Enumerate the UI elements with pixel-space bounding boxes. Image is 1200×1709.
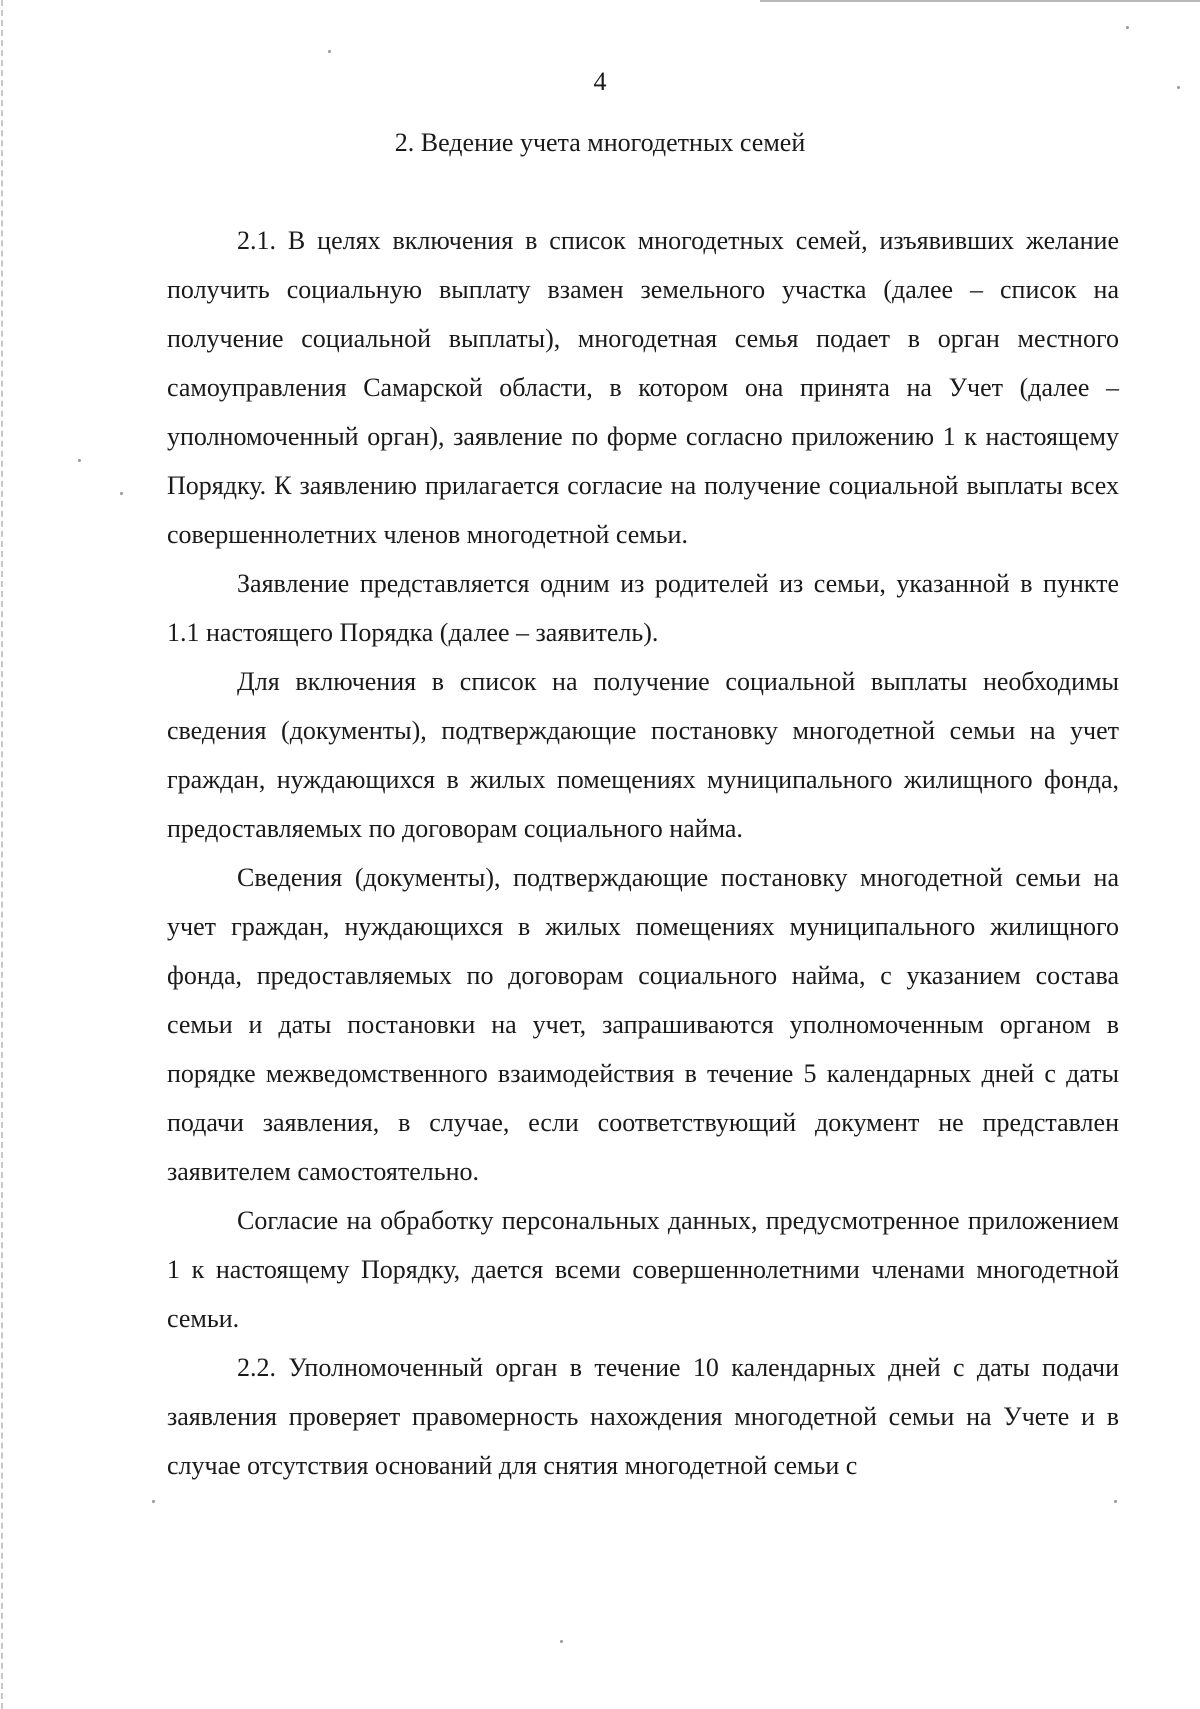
paragraph-required-documents: Для включения в список на получение социальной выплаты необходимы сведения (документы), подтверждающие постановку многодетной семьи на учет граждан, нуждающихся в жилых помещениях муниципального жилищного фонда, предоставляемых по договорам социального найма. [167, 667, 1119, 843]
section-title: 2. Ведение учета многодетных семей [394, 128, 806, 157]
paragraph-consent: Согласие на обработку персональных данных, предусмотренное приложением 1 к настоящему Порядку, дается всеми совершеннолетними членами многодетной семьи. [167, 1206, 1119, 1333]
document-body [167, 216, 1119, 1490]
scan-speck [1114, 1500, 1117, 1503]
scan-speck [560, 1640, 563, 1643]
scan-left-edge [1, 0, 3, 1709]
scan-speck [328, 50, 331, 53]
paragraph-interagency-request: Сведения (документы), подтверждающие постановку многодетной семьи на учет граждан, нуждающихся в жилых помещениях муниципального жилищного фонда, предоставляемых по договорам социального найма, с указанием состава семьи и даты постановки на учет, запрашиваются уполномоченным органом в порядке межведомственного взаимодействия в течение 5 календарных дней с даты подачи заявления, в случае, если соответствующий документ не представлен заявителем самостоятельно. [167, 863, 1119, 1186]
scan-speck [152, 1500, 155, 1503]
scan-top-edge [760, 0, 1200, 2]
page-number: 4 [593, 67, 607, 96]
scan-speck [1126, 26, 1129, 29]
paragraph-applicant: Заявление представляется одним из родителей из семьи, указанной в пункте 1.1 настоящего Порядка (далее – заявитель). [167, 569, 1119, 647]
scan-speck [120, 492, 123, 495]
paragraph-2-2: 2.2. Уполномоченный орган в течение 10 календарных дней с даты подачи заявления проверяет правомерность нахождения многодетной семьи на Учете и в случае отсутствия оснований для снятия многодетной семьи с [167, 1353, 1119, 1480]
scan-speck [78, 459, 81, 462]
paragraph-2-1: 2.1. В целях включения в список многодетных семей, изъявивших желание получить социальную выплату взамен земельного участка (далее – список на получение социальной выплаты), многодетная семья подает в орган местного самоуправления Самарской области, в котором она принята на Учет (далее – уполномоченный орган), заявление по форме согласно приложению 1 к настоящему Порядку. К заявлению прилагается согласие на получение социальной выплаты всех совершеннолетних членов многодетной семьи. [167, 226, 1119, 549]
